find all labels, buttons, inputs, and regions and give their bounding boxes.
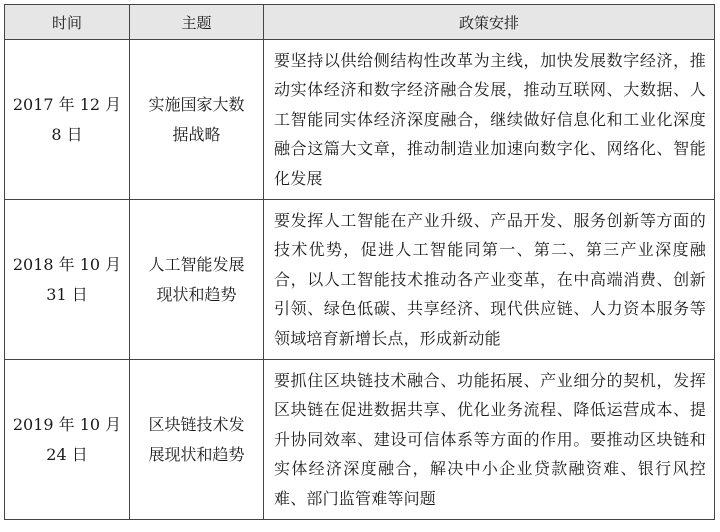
topic-line: 现状和趋势 [156, 284, 237, 304]
topic-cell [130, 360, 264, 520]
policy-cell: 要抓住区块链技术融合、功能拓展、产业细分的契机，发挥区块链在促进数据共享、优化业务流程、降低运营成本、提升协同效率、建设可信体系等方面的作用。要推动区块链和实体经济深度融合，解决中小企业贷款融资难、银行风控难、部门监管难等问题 [264, 360, 715, 520]
header-policy: 政策安排 [264, 5, 715, 40]
policy-cell: 要坚持以供给侧结构性改革为主线，加快发展数字经济，推动实体经济和数字经济融合发展，推动互联网、大数据、人工智能同实体经济深度融合，继续做好信息化和工业化深度融合这篇大文章，推动制造业加速向数字化、网络化、智能化发展 [264, 40, 715, 200]
topic-line: 区块链技术发 [148, 415, 245, 434]
time-line: 2018 年 10 月 [12, 255, 122, 274]
header-time: 时间 [5, 5, 130, 40]
time-line: 31 日 [46, 284, 88, 304]
table-row [5, 200, 715, 360]
topic-cell [130, 40, 264, 200]
time-cell [5, 200, 130, 360]
topic-line: 人工智能发展 [148, 255, 245, 274]
header-row [5, 5, 715, 40]
time-line: 8 日 [51, 124, 83, 144]
policy-table-container [4, 4, 714, 520]
header-topic: 主题 [130, 5, 264, 40]
topic-line: 实施国家大数 [148, 95, 245, 114]
time-cell [5, 40, 130, 200]
topic-line: 据战略 [172, 124, 221, 144]
table-row [5, 40, 715, 200]
time-line: 2017 年 12 月 [12, 95, 122, 114]
topic-line: 展现状和趋势 [148, 444, 245, 464]
topic-cell [130, 200, 264, 360]
time-line: 2019 年 10 月 [12, 415, 122, 434]
policy-table [4, 4, 715, 520]
policy-cell: 要发挥人工智能在产业升级、产品开发、服务创新等方面的技术优势，促进人工智能同第一、第二、第三产业深度融合，以人工智能技术推动各产业变革，在中高端消费、创新引领、绿色低碳、共享经济、现代供应链、人力资本服务等领域培育新增长点，形成新动能 [264, 200, 715, 360]
table-row [5, 360, 715, 520]
time-cell [5, 360, 130, 520]
time-line: 24 日 [46, 444, 88, 464]
